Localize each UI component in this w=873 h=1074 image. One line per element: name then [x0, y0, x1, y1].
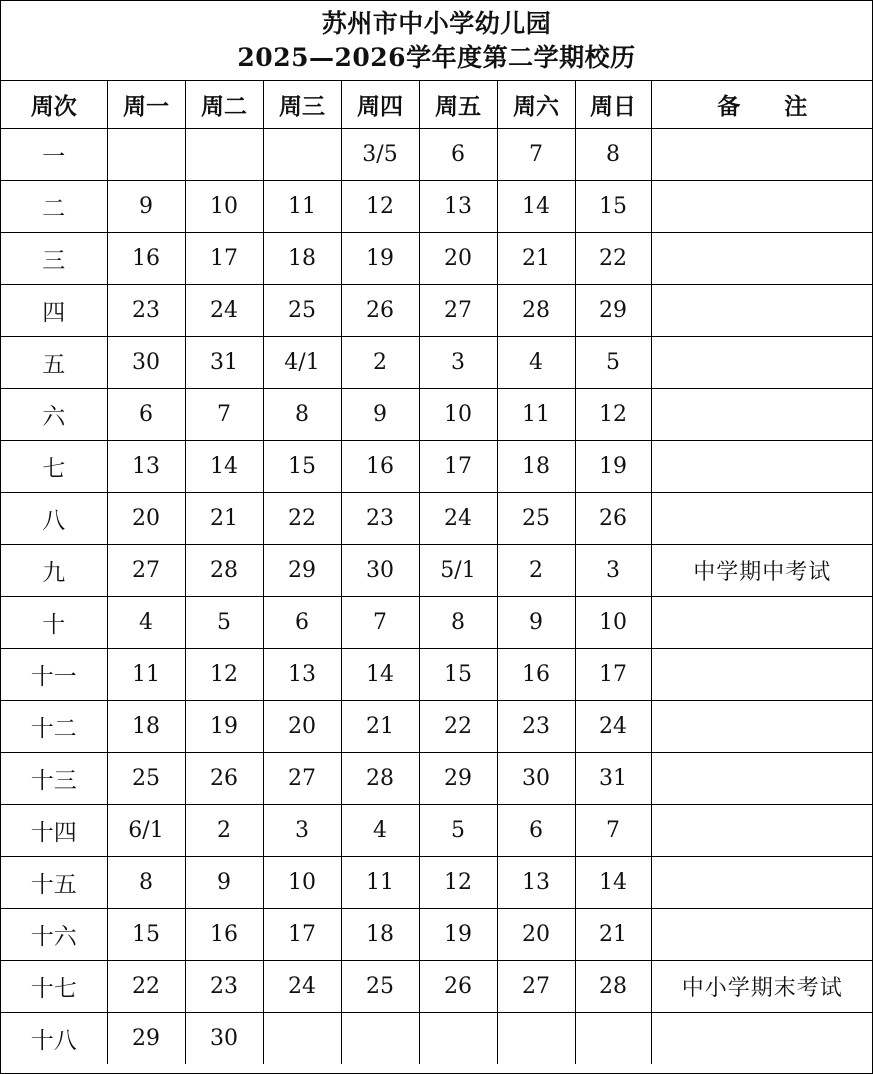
date-cell-wed: 22 [263, 493, 341, 545]
date-cell-sun: 3 [575, 545, 651, 597]
date-cell-thu: 25 [341, 961, 419, 1013]
week-number-cell: 十三 [1, 753, 107, 805]
week-number-cell: 十 [1, 597, 107, 649]
date-cell-sat: 18 [497, 441, 575, 493]
date-cell-thu: 7 [341, 597, 419, 649]
date-cell-mon: 18 [107, 701, 185, 753]
date-cell-sun: 19 [575, 441, 651, 493]
date-cell-fri: 17 [419, 441, 497, 493]
date-cell-thu: 11 [341, 857, 419, 909]
week-row [1, 545, 873, 597]
date-cell-fri: 26 [419, 961, 497, 1013]
date-cell-thu: 26 [341, 285, 419, 337]
week-row [1, 753, 873, 805]
date-cell-fri: 20 [419, 233, 497, 285]
week-number-cell: 三 [1, 233, 107, 285]
date-cell-fri: 6 [419, 129, 497, 181]
date-cell-tue: 2 [185, 805, 263, 857]
date-cell-fri: 19 [419, 909, 497, 961]
date-cell-sun: 26 [575, 493, 651, 545]
week-number-cell: 四 [1, 285, 107, 337]
date-cell-sun: 24 [575, 701, 651, 753]
date-cell-thu: 12 [341, 181, 419, 233]
date-cell-fri: 22 [419, 701, 497, 753]
week-row [1, 961, 873, 1013]
week-row [1, 909, 873, 961]
date-cell-mon: 30 [107, 337, 185, 389]
header-fri: 周五 [419, 81, 497, 129]
note-cell [651, 441, 873, 493]
calendar-table [1, 81, 873, 1064]
date-cell-sun: 12 [575, 389, 651, 441]
date-cell-fri: 5/1 [419, 545, 497, 597]
date-cell-sat: 6 [497, 805, 575, 857]
date-cell-sun: 29 [575, 285, 651, 337]
date-cell-tue: 10 [185, 181, 263, 233]
date-cell-mon: 29 [107, 1013, 185, 1065]
week-row [1, 597, 873, 649]
date-cell-sat: 2 [497, 545, 575, 597]
date-cell-thu: 3/5 [341, 129, 419, 181]
date-cell-sat: 7 [497, 129, 575, 181]
date-cell-sat: 13 [497, 857, 575, 909]
date-cell-sat: 21 [497, 233, 575, 285]
date-cell-sat: 4 [497, 337, 575, 389]
date-cell-thu: 16 [341, 441, 419, 493]
week-row [1, 493, 873, 545]
date-cell-mon: 13 [107, 441, 185, 493]
week-row [1, 337, 873, 389]
date-cell-thu: 23 [341, 493, 419, 545]
date-cell-mon: 6 [107, 389, 185, 441]
date-cell-tue: 5 [185, 597, 263, 649]
date-cell-tue: 28 [185, 545, 263, 597]
date-cell-mon: 27 [107, 545, 185, 597]
week-number-cell: 十七 [1, 961, 107, 1013]
note-cell [651, 597, 873, 649]
date-cell-fri: 24 [419, 493, 497, 545]
week-number-cell: 九 [1, 545, 107, 597]
date-cell-thu: 14 [341, 649, 419, 701]
date-cell-sat: 9 [497, 597, 575, 649]
date-cell-mon: 9 [107, 181, 185, 233]
title-line-1: 苏州市中小学幼儿园 [321, 8, 552, 38]
date-cell-fri: 15 [419, 649, 497, 701]
date-cell-tue: 23 [185, 961, 263, 1013]
header-row [1, 81, 873, 129]
date-cell-mon: 25 [107, 753, 185, 805]
note-cell [651, 129, 873, 181]
header-thu: 周四 [341, 81, 419, 129]
week-number-cell: 六 [1, 389, 107, 441]
week-row [1, 805, 873, 857]
date-cell-tue: 7 [185, 389, 263, 441]
date-cell-wed: 15 [263, 441, 341, 493]
date-cell-wed: 10 [263, 857, 341, 909]
note-cell [651, 805, 873, 857]
week-number-cell: 十六 [1, 909, 107, 961]
date-cell-sun: 10 [575, 597, 651, 649]
date-cell-thu: 21 [341, 701, 419, 753]
date-cell-fri: 3 [419, 337, 497, 389]
date-cell-fri: 29 [419, 753, 497, 805]
week-row [1, 701, 873, 753]
date-cell-wed: 3 [263, 805, 341, 857]
date-cell-fri: 8 [419, 597, 497, 649]
week-number-cell: 一 [1, 129, 107, 181]
week-number-cell: 十四 [1, 805, 107, 857]
note-cell [651, 285, 873, 337]
date-cell-sat: 27 [497, 961, 575, 1013]
date-cell-tue: 14 [185, 441, 263, 493]
date-cell-mon: 23 [107, 285, 185, 337]
date-cell-wed: 18 [263, 233, 341, 285]
date-cell-mon: 11 [107, 649, 185, 701]
calendar-body [1, 129, 873, 1065]
week-number-cell: 十八 [1, 1013, 107, 1065]
note-cell [651, 389, 873, 441]
note-cell [651, 701, 873, 753]
date-cell-tue: 17 [185, 233, 263, 285]
date-cell-sun [575, 1013, 651, 1065]
date-cell-sun: 14 [575, 857, 651, 909]
date-cell-sun: 8 [575, 129, 651, 181]
date-cell-fri: 10 [419, 389, 497, 441]
date-cell-wed: 25 [263, 285, 341, 337]
date-cell-sat: 28 [497, 285, 575, 337]
date-cell-thu: 2 [341, 337, 419, 389]
week-row [1, 1013, 873, 1065]
date-cell-sun: 28 [575, 961, 651, 1013]
header-tue: 周二 [185, 81, 263, 129]
date-cell-tue: 19 [185, 701, 263, 753]
date-cell-sat [497, 1013, 575, 1065]
date-cell-tue: 12 [185, 649, 263, 701]
week-row [1, 129, 873, 181]
header-wed: 周三 [263, 81, 341, 129]
header-note [651, 81, 873, 129]
date-cell-thu: 4 [341, 805, 419, 857]
date-cell-mon: 15 [107, 909, 185, 961]
date-cell-sat: 23 [497, 701, 575, 753]
header-mon: 周一 [107, 81, 185, 129]
date-cell-wed: 4/1 [263, 337, 341, 389]
date-cell-sat: 16 [497, 649, 575, 701]
date-cell-fri [419, 1013, 497, 1065]
date-cell-wed: 8 [263, 389, 341, 441]
week-row [1, 285, 873, 337]
date-cell-wed: 27 [263, 753, 341, 805]
week-row [1, 857, 873, 909]
date-cell-mon: 4 [107, 597, 185, 649]
date-cell-tue: 21 [185, 493, 263, 545]
date-cell-wed: 6 [263, 597, 341, 649]
week-number-cell: 八 [1, 493, 107, 545]
date-cell-wed: 11 [263, 181, 341, 233]
date-cell-sun: 21 [575, 909, 651, 961]
date-cell-sat: 25 [497, 493, 575, 545]
date-cell-sat: 14 [497, 181, 575, 233]
note-cell: 中小学期末考试 [651, 961, 873, 1013]
date-cell-tue: 30 [185, 1013, 263, 1065]
date-cell-sat: 11 [497, 389, 575, 441]
date-cell-wed: 29 [263, 545, 341, 597]
week-number-cell: 七 [1, 441, 107, 493]
date-cell-thu: 9 [341, 389, 419, 441]
date-cell-sun: 17 [575, 649, 651, 701]
header-week: 周次 [1, 81, 107, 129]
date-cell-mon: 16 [107, 233, 185, 285]
date-cell-fri: 27 [419, 285, 497, 337]
date-cell-thu: 28 [341, 753, 419, 805]
date-cell-fri: 12 [419, 857, 497, 909]
date-cell-fri: 13 [419, 181, 497, 233]
date-cell-tue: 16 [185, 909, 263, 961]
note-cell [651, 337, 873, 389]
date-cell-wed: 20 [263, 701, 341, 753]
week-row [1, 649, 873, 701]
date-cell-mon: 6/1 [107, 805, 185, 857]
week-number-cell: 十二 [1, 701, 107, 753]
date-cell-sun: 15 [575, 181, 651, 233]
note-cell [651, 233, 873, 285]
date-cell-tue: 31 [185, 337, 263, 389]
week-row [1, 233, 873, 285]
header-sat: 周六 [497, 81, 575, 129]
date-cell-thu [341, 1013, 419, 1065]
note-cell [651, 909, 873, 961]
note-cell [651, 857, 873, 909]
week-number-cell: 二 [1, 181, 107, 233]
date-cell-thu: 18 [341, 909, 419, 961]
note-cell: 中学期中考试 [651, 545, 873, 597]
header-sun: 周日 [575, 81, 651, 129]
date-cell-thu: 19 [341, 233, 419, 285]
date-cell-wed: 17 [263, 909, 341, 961]
note-cell [651, 181, 873, 233]
date-cell-tue [185, 129, 263, 181]
week-row [1, 389, 873, 441]
note-cell [651, 1013, 873, 1065]
date-cell-wed [263, 129, 341, 181]
note-cell [651, 493, 873, 545]
week-row [1, 181, 873, 233]
date-cell-mon: 20 [107, 493, 185, 545]
date-cell-wed [263, 1013, 341, 1065]
date-cell-sun: 7 [575, 805, 651, 857]
date-cell-sun: 5 [575, 337, 651, 389]
date-cell-sat: 20 [497, 909, 575, 961]
date-cell-wed: 24 [263, 961, 341, 1013]
week-row [1, 441, 873, 493]
date-cell-sun: 31 [575, 753, 651, 805]
date-cell-tue: 9 [185, 857, 263, 909]
date-cell-thu: 30 [341, 545, 419, 597]
date-cell-mon [107, 129, 185, 181]
header-note-label: 备 注 [717, 93, 826, 120]
date-cell-wed: 13 [263, 649, 341, 701]
date-cell-fri: 5 [419, 805, 497, 857]
title-line-2: 2025—2026学年度第二学期校历 [237, 42, 636, 72]
date-cell-sat: 30 [497, 753, 575, 805]
date-cell-tue: 24 [185, 285, 263, 337]
week-number-cell: 十五 [1, 857, 107, 909]
calendar-title [1, 1, 872, 81]
note-cell [651, 753, 873, 805]
date-cell-mon: 8 [107, 857, 185, 909]
note-cell [651, 649, 873, 701]
week-number-cell: 十一 [1, 649, 107, 701]
week-number-cell: 五 [1, 337, 107, 389]
date-cell-mon: 22 [107, 961, 185, 1013]
date-cell-sun: 22 [575, 233, 651, 285]
date-cell-tue: 26 [185, 753, 263, 805]
